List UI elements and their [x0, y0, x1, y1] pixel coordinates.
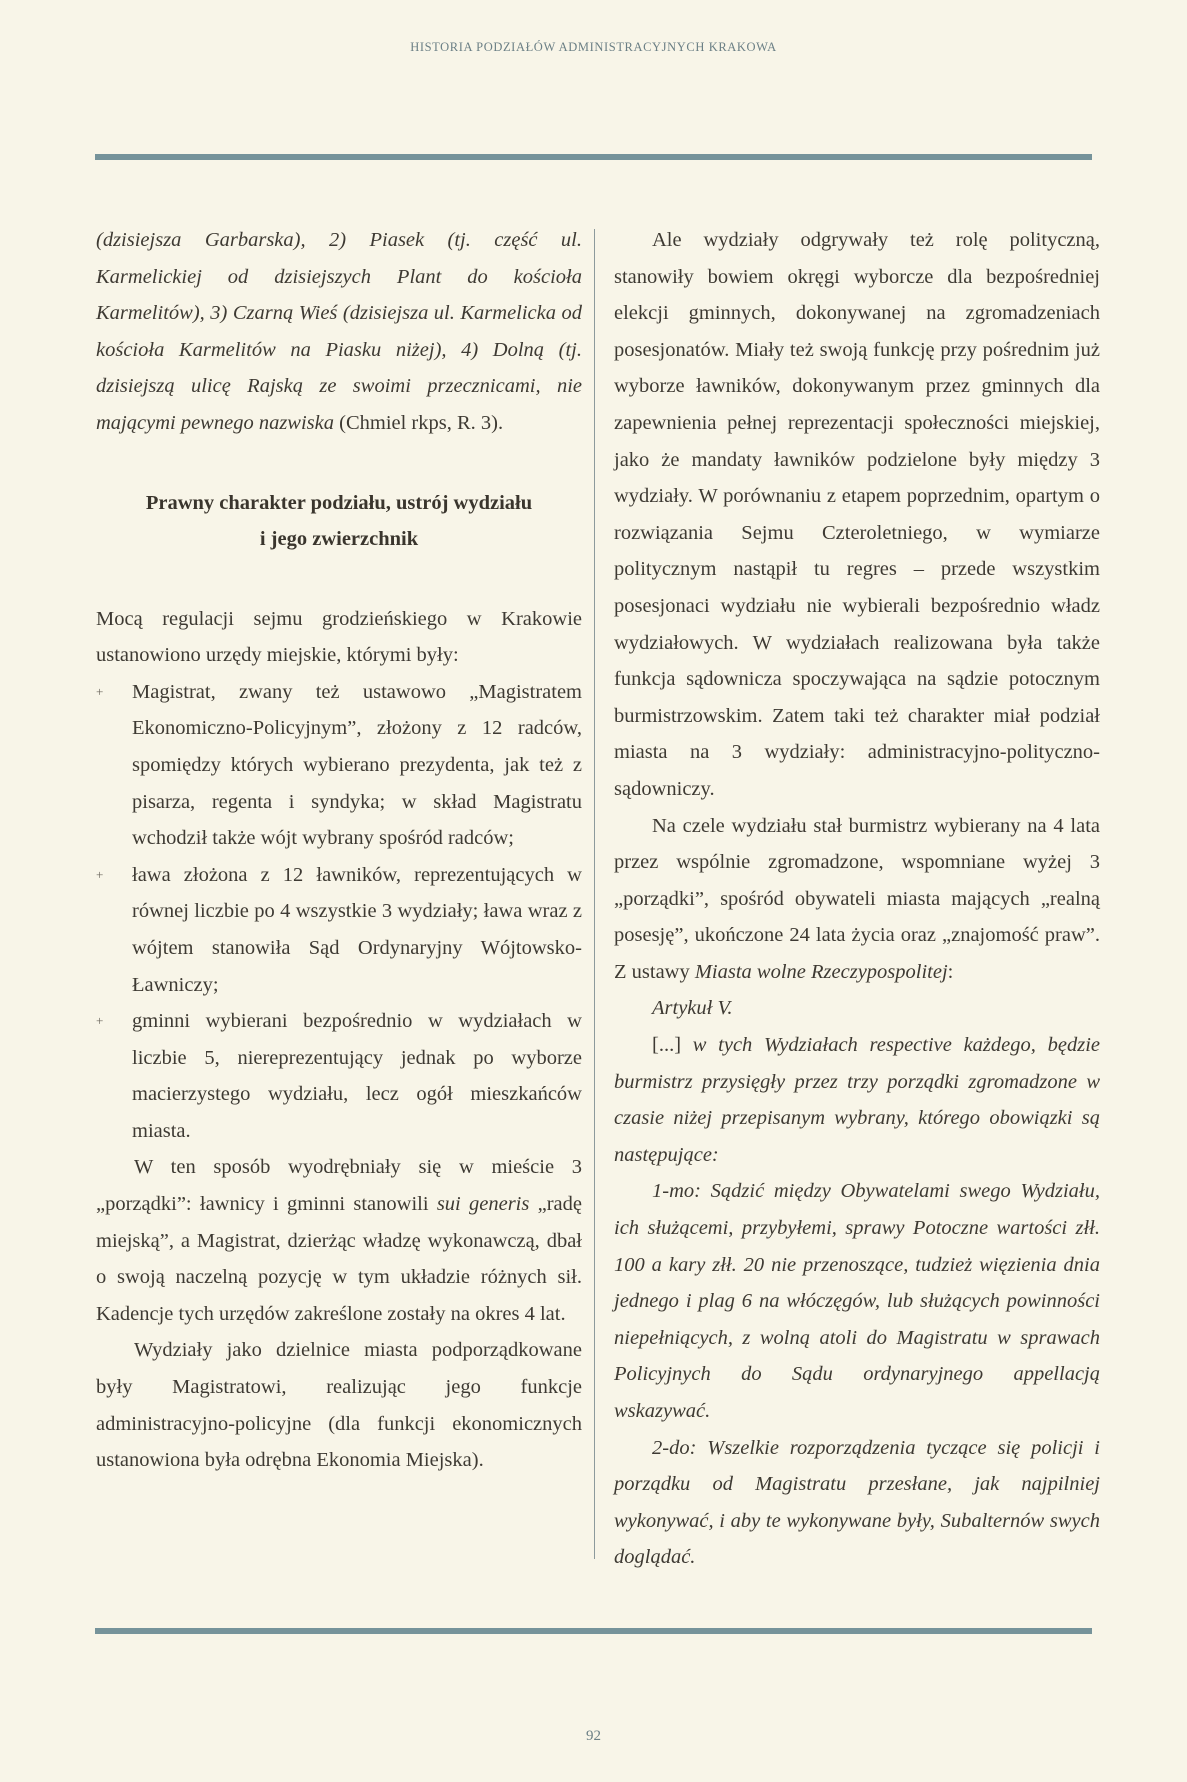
wydzialy-paragraph: Wydziały jako dzielnice miasta podporządkowane były Magistratowi, realizując jego funkcje administracyjno-policyjne (dla funkcji ekonomicznych ustanowiona była odrębna Ekonomia Miejska).	[96, 1339, 582, 1472]
bullet-icon: +	[96, 1013, 104, 1029]
statute-title: Miasta wolne Rzeczypospolitej	[694, 960, 948, 983]
burmistrz-paragraph	[614, 808, 1100, 991]
list-item-text: gminni wybierani bezpośrednio w wydziałach w liczbie 5, niereprezentujący jednak po wyborze macierzystego wydziału, lecz ogół mieszkańców miasta.	[132, 1010, 582, 1142]
running-head: HISTORIA PODZIAŁÓW ADMINISTRACYJNYCH KRAKOWA	[410, 40, 777, 54]
left-column	[96, 222, 582, 1479]
quote-point-1: 1-mo: Sądzić między Obywatelami swego Wydziału, ich służącemi, przybyłemi, sprawy Potoczne wartości złł. 100 a kary złł. 20 nie przenoszące, tudzież więzienia dnia jednego i plag 6 na włóczęgów, lub służących powinności niepełniących, z wolną atoli do Magistratu w sprawach Policyjnych do Sądu ordynaryjnego appellacją wskazywać.	[614, 1180, 1100, 1422]
top-rule	[95, 154, 1092, 160]
right-column	[614, 222, 1100, 1576]
quote-ellipsis: [...]	[652, 1034, 682, 1057]
quote-intro-text: w tych Wydziałach respective każdego, będzie burmistrz przysięgły przez trzy porządki zgromadzone w czasie niżej przepisanym wybrany, którego obowiązki są następujące:	[614, 1034, 1100, 1166]
political-paragraph: Ale wydziały odgrywały też rolę polityczną, stanowiły bowiem okręgi wyborcze dla bezpośredniej elekcji gminnych, dokonywanej na zgromadzeniach posesjonatów. Miały też swoją funkcję przy pośrednim już wyborze ławników, dokonywanym przez gminnych dla zapewnienia pełnej reprezentacji społeczności miejskiej, jako że mandaty ławników podzielone były między 3 wydziały. W porównaniu z etapem poprzednim, opartym o rozwiązania Sejmu Czteroletniego, w wymiarze politycznym nastąpił tu regres – przede wszystkim posesjonaci wydziału nie wybierali bezpośrednio władz wydziałowych. W wydziałach realizowana była także funkcja sądownicza spoczywająca na sądzie potocznym burmistrzowskim. Zatem taki też charakter miał podział miasta na 3 wydziały: administracyjno-polityczno-sądowniczy.	[614, 229, 1100, 800]
lead-paragraph: Mocą regulacji sejmu grodzieńskiego w Krakowie ustanowiono urzędy miejskie, którymi były:	[96, 607, 582, 667]
bullet-icon: +	[96, 683, 104, 699]
porzadki-text-after: „radę miejską”, a Magistrat, dzierżąc władzę wykonawczą, dbał o swoją naczelną pozycję w tym układzie różnych sił. Kadencje tych urzędów zakreślone zostały na okres 4 lat.	[96, 1193, 583, 1325]
column-divider	[594, 229, 595, 1559]
section-heading	[96, 485, 582, 557]
section-heading-line-2: i jego zwierzchnik	[259, 527, 419, 550]
list-item	[96, 857, 582, 1003]
bullet-icon: +	[96, 866, 104, 882]
intro-italic-text: (dzisiejsza Garbarska), 2) Piasek (tj. część ul. Karmelickiej od dzisiejszych Plant do kościoła Karmelitów), 3) Czarną Wieś (dzisiejsza ul. Karmelicka od kościoła Karmelitów na Piasku niżej), 4) Dolną (tj. dzisiejszą ulicę Rajską ze swoimi przecznicami, nie mającymi pewnego nazwiska	[96, 229, 582, 434]
section-heading-line-1: Prawny charakter podziału, ustrój wydziału	[145, 491, 533, 514]
quote-point-2: 2-do: Wszelkie rozporządzenia tyczące się policji i porządku od Magistratu przesłane, jak najpilniej wykonywać, i aby te wykonywane były, Subalternów swych doglądać.	[614, 1436, 1100, 1569]
quote-intro-paragraph	[614, 1027, 1100, 1173]
bottom-rule	[95, 1628, 1092, 1634]
porzadki-text-before: W ten sposób wyodrębniały się w mieście 3 „porządki”: ławnicy i gminni stanowili	[96, 1156, 582, 1216]
article-label: Artykuł V.	[652, 997, 733, 1020]
list-item	[96, 1003, 582, 1149]
list-item-text: ława złożona z 12 ławników, reprezentujących w równej liczbie po 4 wszystkie 3 wydziały; ława wraz z wójtem stanowiła Sąd Ordynaryjny Wójtowsko-Ławniczy;	[132, 863, 582, 996]
list-item-text: Magistrat, zwany też ustawowo „Magistratem Ekonomiczno-Policyjnym”, złożony z 12 radców, spomiędzy których wybierano prezydenta, jak też z pisarza, regenta i syndyka; w skład Magistratu wchodził także wójt wybrany spośród radców;	[132, 680, 582, 850]
intro-paragraph	[96, 222, 582, 442]
porzadki-italic-term: sui generis	[436, 1193, 530, 1216]
intro-citation: (Chmiel rkps, R. 3).	[334, 411, 504, 434]
offices-list	[96, 674, 582, 1150]
burmistrz-text-after: :	[947, 960, 954, 983]
list-item	[96, 674, 582, 857]
page-number: 92	[586, 1728, 601, 1744]
porzadki-paragraph	[96, 1149, 582, 1332]
burmistrz-text-before: Na czele wydziału stał burmistrz wybierany na 4 lata przez wspólnie zgromadzone, wspomniane wyżej 3 „porządki”, spośród obywateli miasta mających „realną posesję”, ukończone 24 lata życia oraz „znajomość praw”. Z ustawy	[614, 814, 1100, 983]
